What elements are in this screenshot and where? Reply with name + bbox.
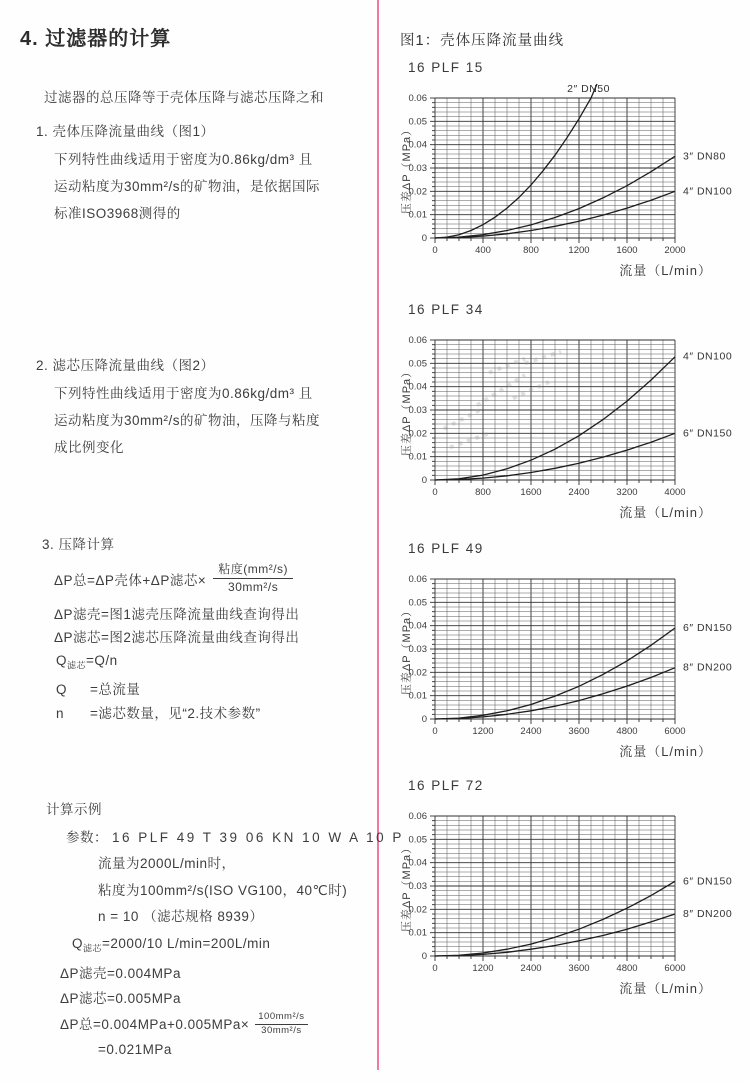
q-base: Q [56, 653, 68, 668]
chart-16plf49 [402, 541, 750, 760]
body-line: 运动粘度为30mm²/s的矿物油，压降与粘度 [54, 413, 321, 428]
fraction-numerator: 粘度(mm²/s) [213, 562, 293, 579]
y-tick-label: 0.04 [408, 620, 427, 632]
x-tick-label: 1200 [568, 245, 590, 256]
body-line: 下列特性曲线适用于密度为0.86kg/dm³ 且 [54, 386, 313, 401]
body-line: ΔP滤芯=图2滤芯压降流量曲线查询得出 [54, 630, 300, 645]
viscosity-fraction-small [255, 1011, 307, 1037]
y-axis-label: 压差ΔP（MPa） [401, 841, 413, 933]
x-tick-label: 1600 [520, 487, 542, 498]
def-text: =总流量 [90, 681, 141, 697]
dp-shell-line: ΔP滤壳=0.004MPa [60, 966, 181, 982]
x-tick-label: 4000 [664, 487, 686, 498]
example-heading: 计算示例 [46, 802, 102, 817]
fraction-numerator: 100mm²/s [255, 1011, 307, 1024]
y-tick-label: 0.03 [408, 405, 427, 416]
x-tick-label: 4800 [616, 726, 638, 737]
x-tick-label: 2400 [520, 963, 542, 974]
x-tick-label: 2400 [568, 487, 590, 498]
section-example [46, 797, 404, 1063]
y-tick-label: 0 [421, 233, 427, 244]
total-lhs: ΔP总=0.004MPa+0.005MPa× [60, 1016, 250, 1032]
fraction-denominator: 30mm²/s [261, 1024, 302, 1036]
chart-canvas [402, 563, 750, 737]
q-element-line [42, 649, 299, 678]
x-axis-label: 流量（L/min） [619, 505, 712, 520]
section-heading: 3. 压降计算 [42, 537, 115, 552]
y-tick-label: 0.04 [408, 139, 427, 151]
def-term: Q [56, 681, 68, 697]
viscosity-fraction [213, 562, 293, 595]
y-tick-label: 0.02 [408, 904, 427, 916]
y-tick-label: 0.03 [408, 881, 427, 892]
y-tick-label: 0.06 [408, 811, 427, 822]
y-axis-label: 压差ΔP（MPa） [401, 604, 413, 696]
body-line: 标准ISO3968测得的 [54, 206, 181, 221]
series-label: 3″ DN80 [683, 150, 726, 163]
section-element-curve [36, 352, 320, 461]
x-tick-label: 0 [432, 726, 438, 737]
body-line: n = 10 （滤芯规格 8939） [98, 909, 264, 924]
x-tick-label: 6000 [664, 963, 686, 974]
param-label: 参数： [66, 830, 108, 845]
chart-canvas [402, 324, 750, 498]
q-base: Q [72, 935, 84, 951]
chart-title: 16 PLF 72 [408, 778, 484, 793]
body-line: 运动粘度为30mm²/s的矿物油，是依据国际 [54, 179, 321, 194]
page-title: 4. 过滤器的计算 [20, 28, 172, 50]
x-tick-label: 3600 [568, 963, 590, 974]
x-tick-label: 0 [432, 245, 438, 256]
example-body [46, 851, 404, 931]
series-label: 8″ DN200 [683, 661, 733, 674]
chart-canvas [402, 800, 750, 974]
q-subscript: 滤芯 [67, 660, 87, 671]
series-label: 6″ DN150 [683, 622, 733, 634]
y-axis-label: 压差ΔP（MPa） [401, 365, 413, 457]
chart-16plf34 [402, 302, 750, 521]
y-tick-label: 0.05 [408, 358, 427, 370]
x-tick-label: 1200 [472, 726, 494, 737]
series-label: 4″ DN100 [683, 350, 733, 363]
x-tick-label: 0 [432, 487, 438, 498]
definition-row [42, 678, 299, 702]
x-axis-label: 流量（L/min） [619, 981, 712, 996]
x-axis-label: 流量（L/min） [619, 744, 712, 759]
def-term: n [56, 705, 65, 721]
y-tick-label: 0.02 [408, 667, 427, 679]
x-tick-label: 400 [475, 245, 491, 256]
section-heading: 2. 滤芯压降流量曲线（图2） [36, 358, 215, 373]
y-tick-label: 0.03 [408, 163, 427, 174]
x-tick-label: 800 [523, 245, 539, 256]
x-tick-label: 1600 [616, 245, 638, 256]
fraction-denominator: 30mm²/s [228, 580, 279, 594]
calc-notes [42, 603, 299, 649]
y-tick-label: 0.04 [408, 857, 427, 869]
y-tick-label: 0.01 [408, 451, 427, 463]
series-label: 6″ DN150 [683, 875, 733, 888]
section-body [36, 380, 320, 461]
x-tick-label: 2400 [520, 726, 542, 737]
y-tick-label: 0.01 [408, 690, 427, 702]
body-line: ΔP滤壳=图1滤壳压降流量曲线查询得出 [54, 607, 300, 622]
x-axis-label: 流量（L/min） [619, 263, 712, 278]
series-label: 4″ DN100 [683, 185, 733, 198]
x-tick-label: 800 [475, 487, 491, 498]
y-tick-label: 0.03 [408, 644, 427, 655]
y-tick-label: 0 [421, 475, 427, 486]
y-tick-label: 0.06 [408, 335, 427, 346]
x-tick-label: 1200 [472, 963, 494, 974]
y-tick-label: 0.01 [408, 209, 427, 221]
dp-element-line: ΔP滤芯=0.005MPa [60, 991, 181, 1007]
def-text: =滤芯数量，见“2.技术参数” [90, 705, 261, 721]
section-pressure-calc [42, 531, 299, 726]
example-params [46, 825, 404, 851]
formula-lhs: ΔP总=ΔP壳体+ΔP滤芯× [54, 572, 207, 588]
section-body [36, 146, 320, 227]
y-tick-label: 0.05 [408, 834, 427, 846]
x-tick-label: 6000 [664, 726, 686, 737]
series-label: 8″ DN200 [683, 908, 733, 920]
section-heading: 1. 壳体压降流量曲线（图1） [36, 124, 215, 139]
y-tick-label: 0.04 [408, 381, 427, 393]
y-axis-label: 压差ΔP（MPa） [401, 123, 413, 215]
y-tick-label: 0.06 [408, 93, 427, 104]
chart-16plf15 [402, 60, 750, 279]
y-tick-label: 0.05 [408, 597, 427, 609]
q-rest: =2000/10 L/min=200L/min [102, 935, 271, 951]
figure1-header: 图1：壳体压降流量曲线 [400, 33, 565, 49]
body-line: 粘度为100mm²/s(ISO VG100，40℃时) [98, 882, 348, 898]
param-value: 16 PLF 49 T 39 06 KN 10 W A 10 P [112, 830, 404, 845]
x-tick-label: 0 [432, 963, 438, 974]
dp-total-line [46, 1011, 404, 1037]
y-tick-label: 0.06 [408, 574, 427, 585]
y-tick-label: 0.01 [408, 927, 427, 939]
q-rest: =Q/n [86, 653, 118, 668]
series-label: 2″ DN50 [567, 83, 611, 95]
y-tick-label: 0.02 [408, 428, 427, 440]
x-tick-label: 4800 [616, 963, 638, 974]
q-subscript: 滤芯 [83, 943, 103, 954]
y-tick-label: 0 [421, 951, 427, 962]
chart-canvas [402, 82, 750, 256]
body-line: 成比例变化 [54, 440, 124, 455]
intro-text: 过滤器的总压降等于壳体压降与滤芯压降之和 [44, 90, 324, 105]
y-tick-label: 0 [421, 714, 427, 725]
body-line: 下列特性曲线适用于密度为0.86kg/dm³ 且 [54, 152, 313, 167]
chart-title: 16 PLF 34 [408, 302, 484, 317]
y-tick-label: 0.02 [408, 186, 427, 198]
definition-row [42, 702, 299, 726]
body-line: 流量为2000L/min时， [98, 856, 236, 871]
x-tick-label: 2000 [664, 245, 686, 256]
section-shell-curve [36, 118, 320, 227]
x-tick-label: 3600 [568, 726, 590, 737]
q-element-line [46, 931, 404, 962]
result-line: =0.021MPa [98, 1041, 172, 1057]
chart-title: 16 PLF 15 [408, 60, 484, 75]
formula-total-pressure [42, 562, 299, 595]
y-tick-label: 0.05 [408, 116, 427, 128]
series-label: 6″ DN150 [683, 427, 733, 440]
x-tick-label: 3200 [616, 487, 638, 498]
chart-16plf72 [402, 778, 750, 997]
chart-title: 16 PLF 49 [408, 541, 484, 556]
